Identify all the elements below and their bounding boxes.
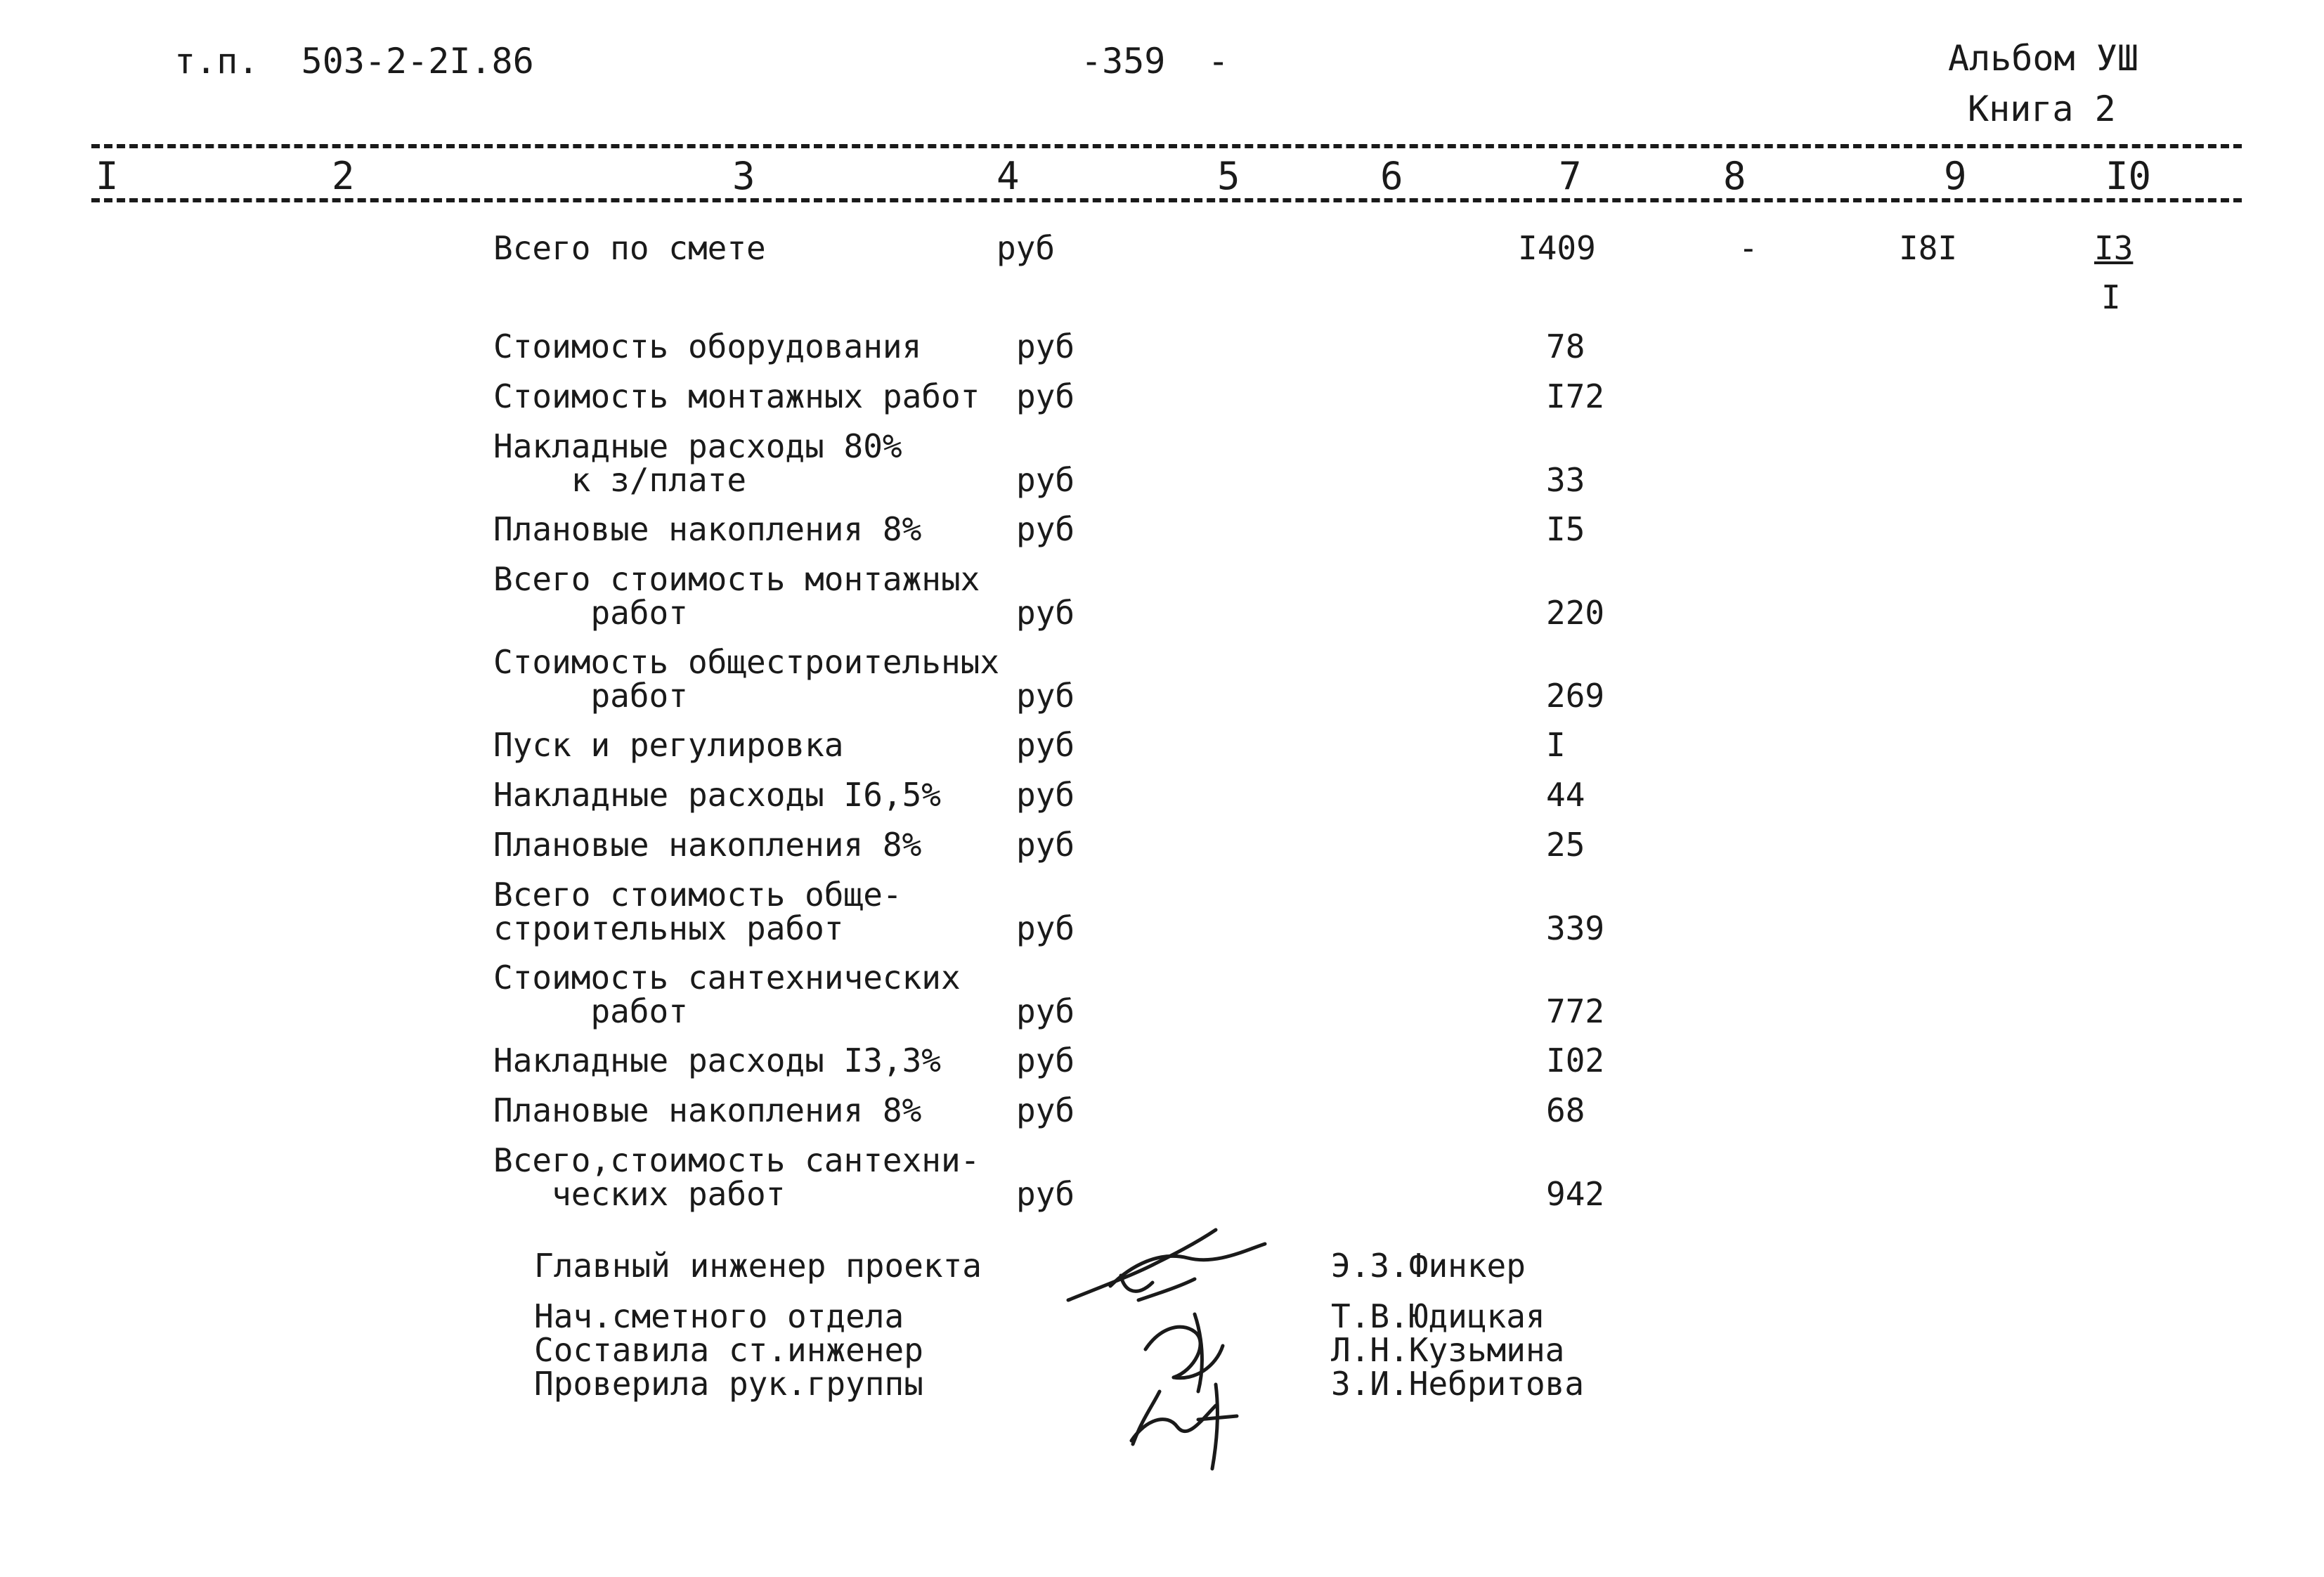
row-value: 33	[1546, 461, 1585, 499]
row-label-line: Стоимость монтажных работ	[493, 377, 980, 415]
total-col8: -	[1739, 229, 1758, 267]
row-label-line: Накладные расходы 80%	[493, 427, 902, 465]
total-col7: I409	[1518, 229, 1596, 267]
row-unit: руб	[1016, 677, 1075, 715]
album-label: Альбом УШ	[1948, 38, 2138, 79]
row-value: 772	[1546, 992, 1605, 1030]
signature-role: Главный инженер проекта	[534, 1247, 982, 1285]
row-value: I72	[1546, 377, 1605, 415]
row-label-line: Плановые накопления 8%	[493, 510, 922, 548]
column-number-4: 4	[992, 157, 1024, 195]
row-value: 220	[1546, 594, 1605, 632]
signature-name: Т.В.Юдицкая	[1331, 1297, 1545, 1335]
total-col9: I8I	[1899, 229, 1958, 267]
row-value: 44	[1546, 776, 1585, 814]
row-unit: руб	[1016, 826, 1075, 864]
column-number-2: 2	[327, 157, 359, 195]
row-value: I	[1546, 726, 1566, 764]
row-label-line: работ	[493, 594, 688, 632]
row-value: 269	[1546, 677, 1605, 715]
column-number-5: 5	[1213, 157, 1245, 195]
column-number-6: 6	[1376, 157, 1408, 195]
document-reference: т.п. 503-2-2I.86	[174, 41, 534, 82]
row-unit: руб	[1016, 992, 1075, 1030]
row-label-line: ческих работ	[493, 1175, 786, 1213]
column-number-8: 8	[1719, 157, 1751, 195]
row-unit: руб	[1016, 327, 1075, 365]
row-label-line: Плановые накопления 8%	[493, 1091, 922, 1129]
column-number-10: I0	[2101, 157, 2155, 195]
column-rule	[91, 198, 2242, 202]
row-value: 942	[1546, 1175, 1605, 1213]
row-value: 25	[1546, 826, 1585, 864]
row-unit: руб	[1016, 776, 1075, 814]
row-unit: руб	[1016, 594, 1075, 632]
row-label-line: Всего стоимость обще-	[493, 876, 902, 914]
page-number: -359 -	[1081, 41, 1229, 82]
header-rule	[91, 144, 2242, 148]
total-col10-top: I3	[2094, 229, 2134, 267]
row-value: 339	[1546, 909, 1605, 947]
column-number-7: 7	[1554, 157, 1586, 195]
row-label-line: Плановые накопления 8%	[493, 826, 922, 864]
signature-role: Проверила рук.группы	[534, 1365, 923, 1403]
signature-name: Э.З.Финкер	[1331, 1247, 1526, 1285]
signature-name: Л.Н.Кузьмина	[1331, 1331, 1565, 1369]
row-unit: руб	[1016, 1175, 1075, 1213]
row-label-line: Накладные расходы I3,3%	[493, 1041, 941, 1079]
row-unit: руб	[1016, 510, 1075, 548]
row-label-line: Всего,стоимость сантехни-	[493, 1141, 980, 1179]
row-value: I02	[1546, 1041, 1605, 1079]
total-label: Всего по смете	[493, 229, 766, 267]
row-label-line: Стоимость сантехнических	[493, 959, 961, 997]
signature-role: Нач.сметного отдела	[534, 1297, 904, 1335]
row-unit: руб	[1016, 377, 1075, 415]
row-label-line: Накладные расходы I6,5%	[493, 776, 941, 814]
row-label-line: строительных работ	[493, 909, 844, 947]
row-unit: руб	[1016, 461, 1075, 499]
row-label-line: работ	[493, 992, 688, 1030]
row-label-line: работ	[493, 677, 688, 715]
column-number-9: 9	[1940, 157, 1971, 195]
row-label-line: Стоимость общестроительных	[493, 643, 1000, 681]
book-label: Книга 2	[1968, 89, 2116, 129]
column-number-3: 3	[728, 157, 760, 195]
signature-name: З.И.Небритова	[1331, 1365, 1585, 1403]
total-col10-bottom: I	[2101, 278, 2121, 316]
signature-role: Составила ст.инженер	[534, 1331, 923, 1369]
row-value: 78	[1546, 327, 1585, 365]
row-unit: руб	[1016, 1041, 1075, 1079]
total-unit: руб	[997, 229, 1056, 267]
row-label-line: Стоимость оборудования	[493, 327, 922, 365]
row-unit: руб	[1016, 1091, 1075, 1129]
row-value: I5	[1546, 510, 1585, 548]
row-unit: руб	[1016, 726, 1075, 764]
row-label-line: Всего стоимость монтажных	[493, 560, 980, 598]
handwritten-signature	[1054, 1209, 1293, 1476]
row-label-line: к з/плате	[493, 461, 747, 499]
row-label-line: Пуск и регулировка	[493, 726, 844, 764]
row-unit: руб	[1016, 909, 1075, 947]
row-value: 68	[1546, 1091, 1585, 1129]
column-number-1: I	[91, 157, 123, 195]
